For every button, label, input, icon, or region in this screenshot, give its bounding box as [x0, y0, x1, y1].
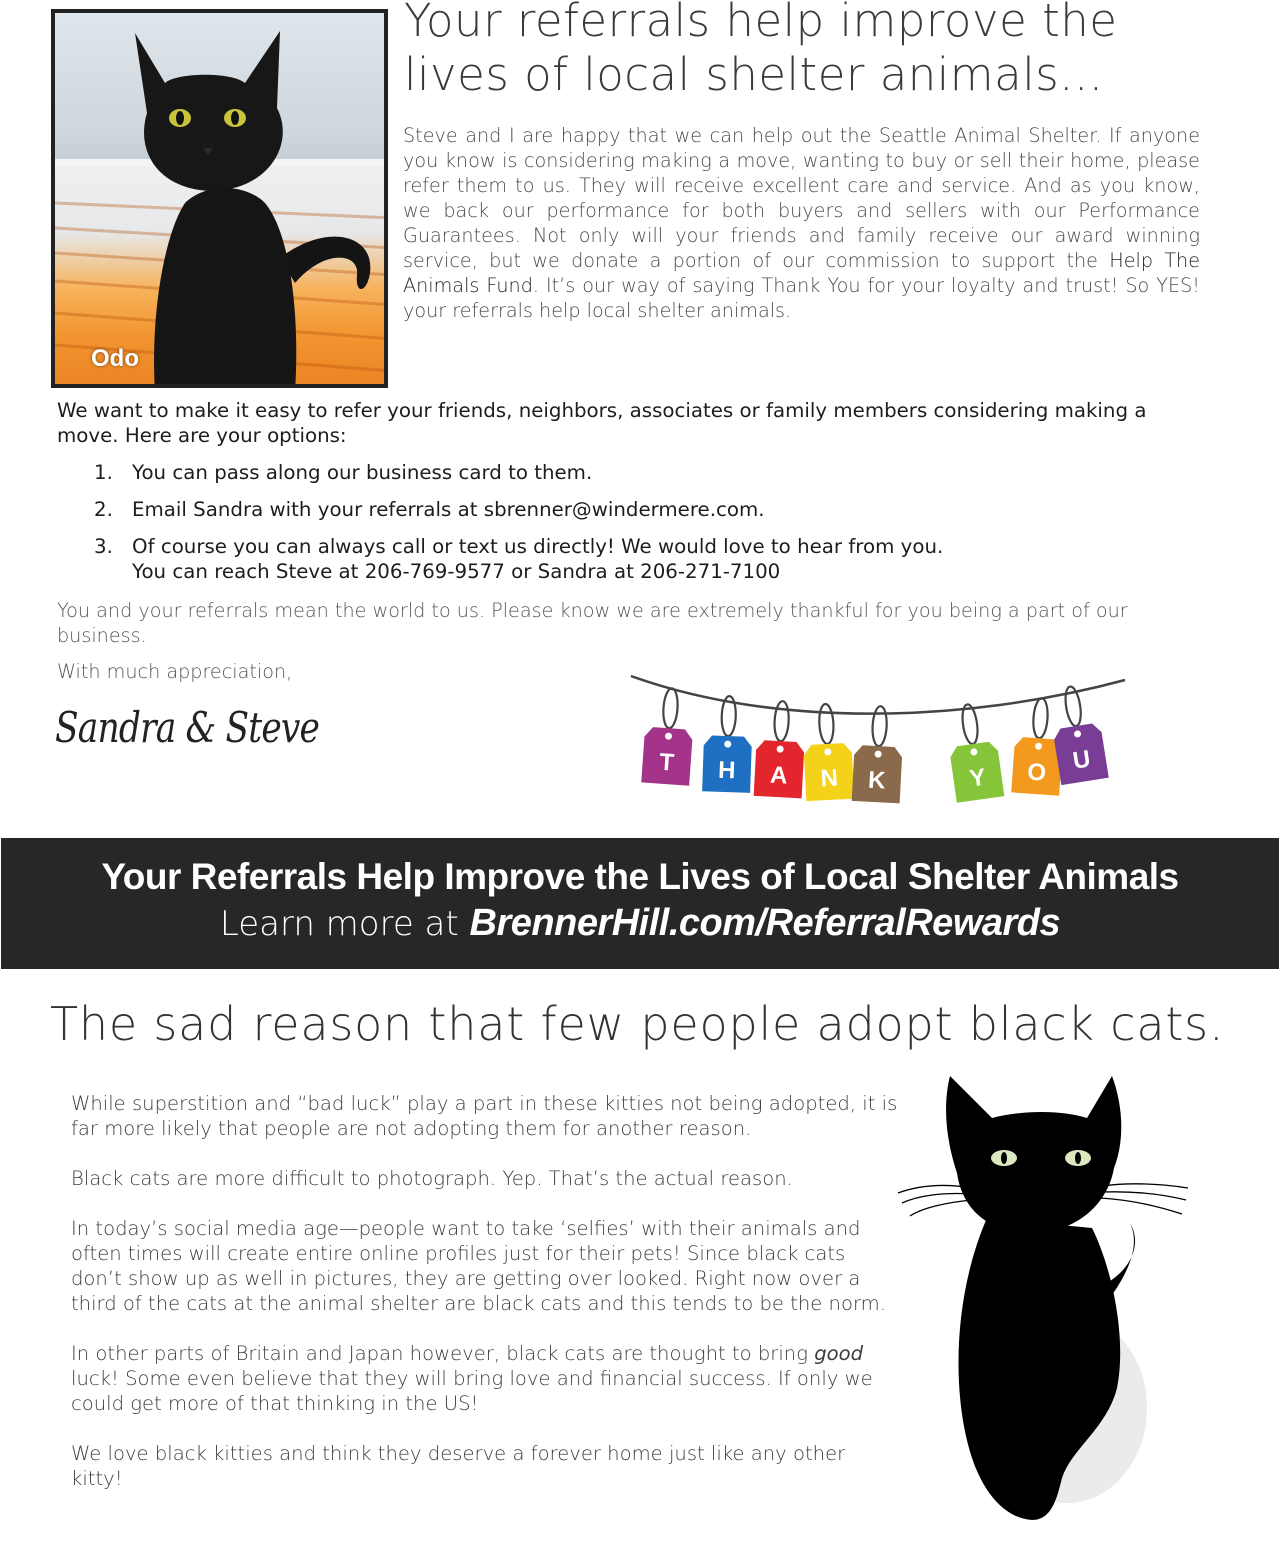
thank-you-tag-letter: H — [717, 756, 736, 785]
options-intro: We want to make it easy to refer your friends, neighbors, associates or family members considering making a move. Here are your options: — [57, 399, 1147, 447]
article-paragraph: In today’s social media age—people want to take ‘selfies’ with their animals and often times will create entire online profiles just for their pets! Since black cats don’t show up as well in pictures, they are getting over looked. Right now over a third of the cats at the animal shelter are black cats and this tends to be the norm. — [71, 1217, 886, 1315]
banner-learn-more — [1, 902, 1279, 945]
article-paragraph: We love black kitties and think they deserve a forever home just like any other kitty! — [71, 1442, 846, 1490]
option-text-contact: You can reach Steve at 206-769-9577 or Sandra at 206-271-7100 — [132, 560, 781, 583]
intro-text-after: . It’s our way of saying Thank You for your loyalty and trust! So YES! your referrals help local shelter animals. — [403, 274, 1200, 322]
thank-you-tag — [641, 687, 696, 786]
banner-url-link[interactable]: BrennerHill.com/ReferralRewards — [469, 902, 1061, 944]
article-p4-after: luck! Some even believe that they will bring love and financial success. If only we could get more of that thinking in the US! — [71, 1367, 873, 1415]
article-body — [71, 1091, 901, 1516]
thanks-paragraph: You and your referrals mean the world to us. Please know we are extremely thankful for you being a part of our business. — [57, 599, 1128, 647]
main-heading — [404, 0, 1264, 102]
intro-paragraph — [403, 123, 1200, 323]
referral-option — [94, 534, 1194, 584]
black-cat-silhouette-illustration — [892, 1068, 1198, 1528]
referral-options-list — [94, 460, 1194, 596]
article-heading: The sad reason that few people adopt black cats. — [50, 997, 1225, 1051]
article-p4-before: In other parts of Britain and Japan however, black cats are thought to bring — [71, 1342, 815, 1365]
option-number: 1. — [94, 461, 113, 484]
option-number: 2. — [94, 498, 113, 521]
thank-you-tags-graphic — [625, 668, 1135, 818]
referral-option — [94, 497, 1194, 522]
thank-you-tag — [801, 703, 854, 801]
main-heading-line1: Your referrals help improve the — [404, 0, 1118, 47]
thank-you-tag-letter: Y — [967, 763, 988, 793]
thank-you-tag — [702, 695, 753, 793]
thank-you-tag-letter: N — [819, 764, 839, 793]
main-heading-line2: lives of local shelter animals... — [404, 48, 1104, 101]
referral-banner — [1, 838, 1279, 969]
photo-caption: Odo — [91, 345, 139, 372]
option-text: Email Sandra with your referrals at sbrenner@windermere.com. — [132, 498, 765, 521]
banner-learn-prefix: Learn more at — [219, 904, 470, 944]
intro-text-before: Steve and I are happy that we can help out the Seattle Animal Shelter. If anyone you know is considering making a move, wanting to buy or sell their home, please refer them to us. They will receive excellent care and service. And as you know, we back our performance for both buyers and sellers with our Performance Guarantees. Not only will your friends and family receive our award winning service, but we donate a portion of our commission to support the — [403, 124, 1200, 272]
article-paragraph: Black cats are more difficult to photograph. Yep. That’s the actual reason. — [71, 1167, 793, 1190]
referral-option — [94, 460, 1194, 485]
article-p4-emphasis: good — [814, 1342, 864, 1365]
odo-cat-photo — [51, 9, 388, 388]
thank-you-tag — [754, 700, 807, 798]
article-paragraph — [71, 1341, 901, 1416]
closing-line: With much appreciation, — [57, 660, 293, 683]
thank-you-tag — [943, 701, 1004, 803]
thank-you-tag-letter: O — [1026, 758, 1047, 787]
thank-you-tag-letter: K — [867, 766, 887, 795]
signature: Sandra & Steve — [55, 703, 320, 752]
photo-cat-figure — [55, 13, 388, 388]
fund-name: Help The Animals Fund — [403, 249, 1200, 297]
thank-you-tag-letter: T — [658, 748, 675, 777]
article-paragraph: While superstition and “bad luck” play a part in these kitties not being adopted, it is far more likely that people are not adopting them for another reason. — [71, 1092, 898, 1140]
option-text: Of course you can always call or text us directly! We would love to hear from you. — [132, 535, 944, 558]
option-number: 3. — [94, 535, 113, 558]
option-text: You can pass along our business card to them. — [132, 461, 593, 484]
thank-you-tag — [852, 705, 905, 803]
thank-you-tag-letter: A — [769, 761, 789, 790]
thank-you-tag-letter: U — [1071, 745, 1093, 775]
banner-title: Your Referrals Help Improve the Lives of Local Shelter Animals — [101, 856, 1179, 897]
